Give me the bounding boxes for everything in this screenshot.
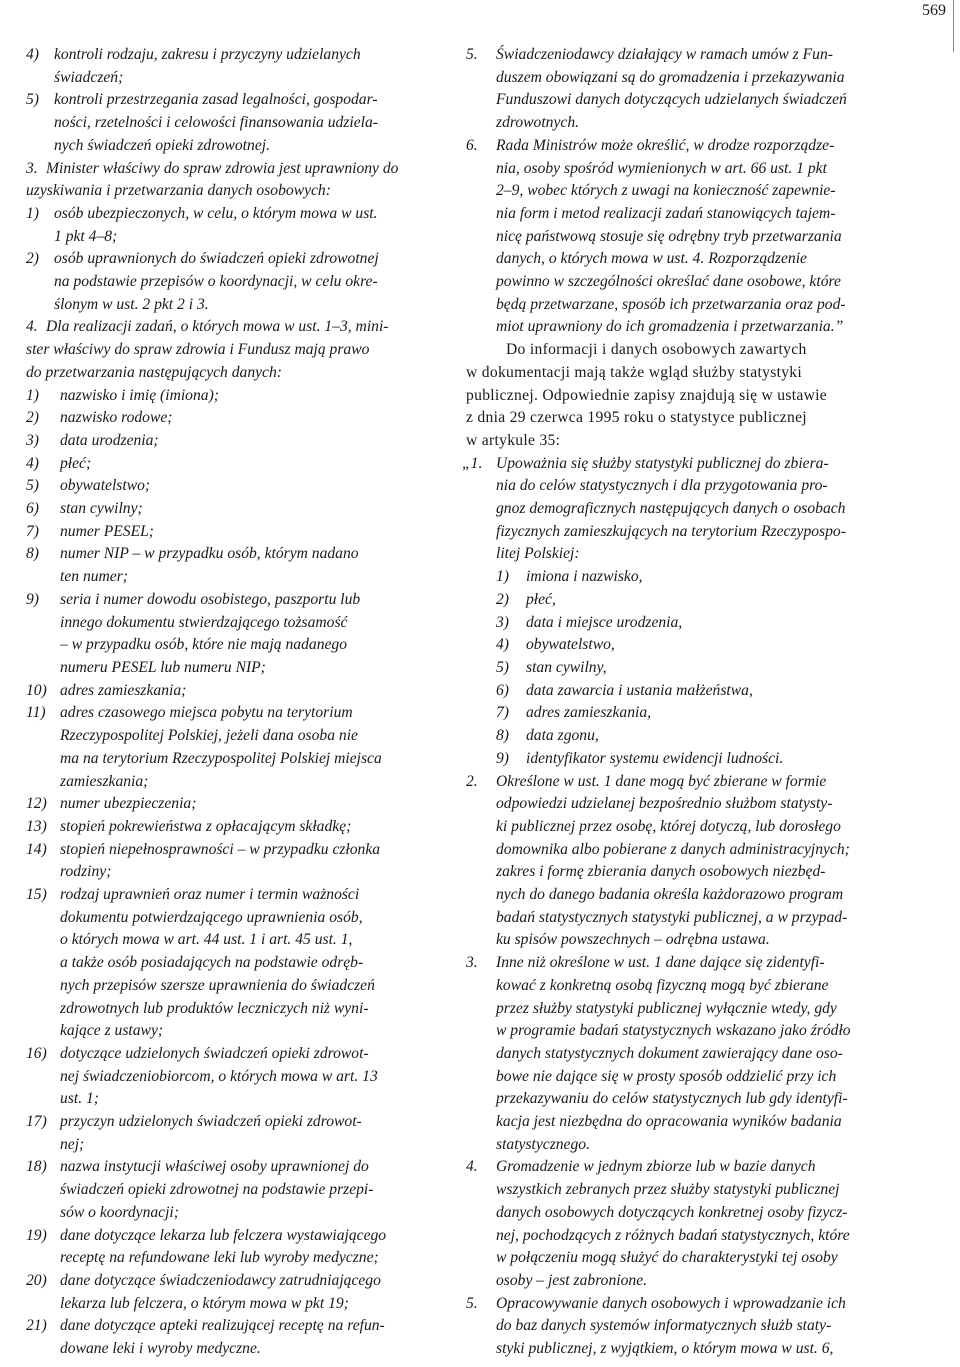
item-number: 19) — [26, 1226, 47, 1244]
list-item — [26, 453, 434, 476]
list-item — [26, 680, 434, 703]
text-line: do baz danych systemów informatycznych służb staty- — [496, 1317, 832, 1335]
text-line: rodziny; — [60, 863, 112, 881]
text-line: ślonym w ust. 2 pkt 2 i 3. — [54, 295, 209, 313]
text-line: kające z ustawy; — [60, 1022, 164, 1040]
text-line: kować z konkretną osobą fizyczną mogą być zbierane — [496, 976, 829, 994]
item-number: 4. — [26, 318, 38, 336]
text-line: numeru PESEL lub numeru NIP; — [60, 658, 266, 676]
item-text: data i miejsce urodzenia, — [526, 613, 683, 631]
item-number: 11) — [26, 704, 46, 722]
text-line: na podstawie przepisów o koordynacji, w celu okre- — [54, 273, 378, 291]
item-number: 9) — [26, 590, 39, 608]
quote-list-item — [466, 725, 902, 748]
text-line: rodzaj uprawnień oraz numer i termin ważności — [60, 886, 360, 904]
item-text: data zawarcia i ustania małżeństwa, — [526, 681, 753, 699]
list-item — [26, 248, 434, 316]
list-item — [26, 385, 434, 408]
text-line: Opracowywanie danych osobowych i wprowadzanie ich — [496, 1294, 846, 1312]
list-item — [26, 89, 434, 157]
list-item — [26, 1270, 434, 1315]
item-number: „1. — [462, 454, 483, 472]
text-line: a także osób posiadających na podstawie odręb- — [60, 954, 364, 972]
text-line: nicę państwową stosuje się odrębny tryb przetwarzania — [496, 227, 842, 245]
list-item — [26, 158, 434, 203]
text-line: adres czasowego miejsca pobytu na terytorium — [60, 704, 353, 722]
list-item — [26, 816, 434, 839]
page-edge-rule — [953, 0, 954, 52]
text-line: w programie badań statystycznych wskazano jako źródło — [496, 1022, 851, 1040]
text-line: w połączeniu mogą służyć do charakterystyki tej osoby — [496, 1249, 838, 1267]
text-line: stan cywilny; — [60, 500, 143, 518]
text-line: Określone w ust. 1 dane mogą być zbierane w formie — [496, 772, 827, 790]
text-line: miot uprawniony do ich gromadzenia i przetwarzania.” — [496, 318, 844, 336]
text-line: nych do danego badania określa każdorazowo program — [496, 886, 844, 904]
quote-list-item — [466, 612, 902, 635]
quote-list-item — [466, 748, 902, 771]
page-number: 569 — [922, 2, 946, 19]
item-number: 5) — [496, 658, 509, 676]
item-number: 7) — [26, 522, 39, 540]
item-number: 17) — [26, 1113, 47, 1131]
text-line: o których mowa w art. 44 ust. 1 i art. 45 ust. 1, — [60, 931, 353, 949]
text-line: numer PESEL; — [60, 522, 154, 540]
item-number: 3) — [496, 613, 509, 631]
item-text: identyfikator systemu ewidencji ludności. — [526, 749, 784, 767]
item-number: 8) — [496, 727, 509, 745]
text-line: seria i numer dowodu osobistego, paszportu lub — [60, 590, 361, 608]
text-line: nia do celów statystycznych i dla przygotowania pro- — [496, 477, 828, 495]
text-line: Funduszowi danych dotyczących udzielanych świadczeń — [496, 91, 847, 109]
list-item — [26, 430, 434, 453]
text-line: nej, pochodzących z różnych badań statystycznych, które — [496, 1226, 850, 1244]
item-text: stan cywilny, — [526, 658, 607, 676]
text-line: Minister właściwy do spraw zdrowia jest uprawniony do — [46, 159, 399, 177]
text-line: ten numer; — [60, 568, 128, 586]
quote-list-item — [466, 589, 902, 612]
text-line: osób ubezpieczonych, w celu, o którym mowa w ust. — [54, 204, 378, 222]
intro-paragraph — [466, 339, 902, 453]
text-line: numer NIP – w przypadku osób, którym nadano — [60, 545, 359, 563]
item-number: 2) — [26, 250, 39, 268]
text-line: w dokumentacji mają także wgląd służby statystyki — [466, 363, 803, 381]
item-number: 4) — [26, 454, 39, 472]
item-number: 1) — [496, 568, 509, 586]
text-line: nazwisko rodowe; — [60, 409, 173, 427]
text-line: zdrowotnych. — [496, 114, 580, 132]
list-item — [466, 135, 902, 339]
text-line: płeć; — [60, 454, 92, 472]
item-number: 14) — [26, 840, 47, 858]
text-line: duszem obowiązani są do gromadzenia i przekazywania — [496, 68, 845, 86]
list-item — [26, 839, 434, 884]
text-line: kacja jest niezbędna do opracowania wyników badania — [496, 1113, 842, 1131]
text-line: uzyskiwania i przetwarzania danych osobowych: — [26, 182, 331, 200]
text-line: nia form i metod realizacji zadań stanowiących tajem- — [496, 204, 836, 222]
left-column — [26, 44, 434, 1361]
item-number: 1) — [26, 204, 39, 222]
text-line: Inne niż określone w ust. 1 dane dające się zidentyfi- — [496, 954, 825, 972]
text-line: 2–9, wobec których z uwagi na konieczność zapewnie- — [496, 182, 836, 200]
item-number: 3. — [466, 954, 478, 972]
text-line: dowane leki i wyroby medyczne. — [60, 1340, 261, 1358]
text-line: świadczeń; — [54, 68, 124, 86]
item-number: 5. — [466, 1294, 478, 1312]
text-line: powinno w szczególności określać dane osobowe, które — [496, 273, 841, 291]
item-number: 4) — [496, 636, 509, 654]
text-line: nej; — [60, 1135, 85, 1153]
text-line: będą przetwarzane, sposób ich przetwarzania oraz pod- — [496, 295, 846, 313]
item-number: 6. — [466, 136, 478, 154]
text-line: Gromadzenie w jednym zbiorze lub w bazie danych — [496, 1158, 816, 1176]
list-item — [26, 1111, 434, 1156]
text-line: Rzeczypospolitej Polskiej, jeżeli dana osoba nie — [60, 727, 358, 745]
text-line: 1 pkt 4–8; — [54, 227, 118, 245]
text-line: lekarza lub felczera, o którym mowa w pkt 19; — [60, 1294, 349, 1312]
text-line: z dnia 29 czerwca 1995 roku o statystyce publicznej — [466, 409, 807, 427]
text-line: ster właściwy do spraw zdrowia i Fundusz mają prawo — [26, 341, 370, 359]
text-line: ki publicznej przez osobę, której dotyczą, lub dorosłego — [496, 817, 841, 835]
text-line: publicznej. Odpowiednie zapisy znajdują się w ustawie — [466, 386, 828, 404]
text-line: danych, o których mowa w ust. 4. Rozporządzenie — [496, 250, 807, 268]
item-number: 20) — [26, 1271, 47, 1289]
item-number: 10) — [26, 681, 47, 699]
item-number: 13) — [26, 817, 47, 835]
item-number: 8) — [26, 545, 39, 563]
text-line: przez służby statystyki publicznej wyłącznie wtedy, gdy — [496, 999, 837, 1017]
text-line: zamieszkania; — [60, 772, 149, 790]
text-line: receptę na refundowane leki lub wyroby medyczne; — [60, 1249, 379, 1267]
list-item — [466, 1293, 902, 1361]
text-line: nych świadczeń opieki zdrowotnej. — [54, 136, 270, 154]
item-number: 4. — [466, 1158, 478, 1176]
text-line: ma na terytorium Rzeczypospolitej Polskiej miejsca — [60, 749, 382, 767]
text-line: wszystkich zebranych przez służby statystyki publicznej — [496, 1181, 840, 1199]
list-item — [26, 521, 434, 544]
item-text: adres zamieszkania, — [526, 704, 652, 722]
list-item — [26, 316, 434, 384]
list-item — [26, 543, 434, 588]
text-line: stopień niepełnosprawności – w przypadku członka — [60, 840, 381, 858]
text-line: Rada Ministrów może określić, w drodze rozporządze- — [496, 136, 835, 154]
text-line: sów o koordynacji; — [60, 1203, 179, 1221]
text-line: nych przepisów szersze uprawnienia do świadczeń — [60, 976, 375, 994]
text-line: osoby – jest zabronione. — [496, 1271, 648, 1289]
item-number: 12) — [26, 795, 47, 813]
item-number: 7) — [496, 704, 509, 722]
list-item — [466, 952, 902, 1156]
text-line: nazwa instytucji właściwej osoby uprawnionej do — [60, 1158, 369, 1176]
quote-block — [462, 453, 902, 771]
list-item — [26, 702, 434, 793]
text-line: danych osobowych dotyczących konkretnej osoby fizycz- — [496, 1203, 848, 1221]
item-number: 5) — [26, 91, 39, 109]
item-number: 15) — [26, 886, 47, 904]
item-number: 6) — [26, 500, 39, 518]
list-item — [26, 1315, 434, 1360]
text-line: przekazywaniu do celów statystycznych lub gdy identyfi- — [496, 1090, 848, 1108]
quote-list-item — [466, 657, 902, 680]
list-item — [26, 884, 434, 1043]
text-line: zdrowotnych lub produktów leczniczych niż wyni- — [60, 999, 369, 1017]
list-item — [466, 771, 902, 953]
item-number: 2. — [466, 772, 478, 790]
list-item — [26, 203, 434, 248]
text-line: ku spisów powszechnych – odrębna ustawa. — [496, 931, 770, 949]
text-line: nia, osoby spośród wymienionych w art. 66 ust. 1 pkt — [496, 159, 827, 177]
text-line: statystycznego. — [496, 1135, 590, 1153]
text-line: zakres i formę zbierania danych osobowych niezbęd- — [496, 863, 826, 881]
list-item — [26, 498, 434, 521]
text-line: innego dokumentu stwierdzającego tożsamość — [60, 613, 348, 631]
item-text: imiona i nazwisko, — [526, 568, 643, 586]
item-number: 4) — [26, 46, 39, 63]
text-line: fizycznych zamieszkujących na terytorium Rzeczypospo- — [496, 522, 846, 540]
text-line: styki publicznej, z wyjątkiem, o którym mowa w ust. 6, — [496, 1340, 834, 1358]
text-line: dane dotyczące lekarza lub felczera wystawiającego — [60, 1226, 387, 1244]
text-line: – w przypadku osób, które nie mają nadanego — [60, 636, 348, 654]
item-number: 3) — [26, 431, 39, 449]
item-number: 1) — [26, 386, 39, 404]
text-line: data urodzenia; — [60, 431, 159, 449]
text-line: domownika albo pobierane z danych administracyjnych; — [496, 840, 850, 858]
item-number: 2) — [496, 590, 509, 608]
text-line: Świadczeniodawcy działający w ramach umów z Fun- — [496, 46, 833, 63]
item-text: płeć, — [526, 590, 556, 608]
list-item — [26, 1043, 434, 1111]
text-line: odpowiedzi udzielanej bezpośrednio służbom statysty- — [496, 795, 833, 813]
quote-list-item — [466, 680, 902, 703]
list-item — [466, 1156, 902, 1292]
text-line: ust. 1; — [60, 1090, 99, 1108]
text-line: adres zamieszkania; — [60, 681, 187, 699]
text-line: nej świadczeniobiorcom, o których mowa w art. 13 — [60, 1067, 378, 1085]
list-item — [26, 589, 434, 680]
item-number: 18) — [26, 1158, 47, 1176]
text-line: stopień pokrewieństwa z opłacającym składkę; — [60, 817, 352, 835]
item-text: obywatelstwo, — [526, 636, 615, 654]
text-line: badań statystycznych statystyki publicznej, a w przypad- — [496, 908, 848, 926]
text-line: litej Polskiej: — [496, 545, 580, 563]
text-line: obywatelstwo; — [60, 477, 151, 495]
list-item — [26, 793, 434, 816]
text-line: kontroli przestrzegania zasad legalności, gospodar- — [54, 91, 378, 109]
text-line: gnoz demograficznych następujących danych o osobach — [496, 500, 846, 518]
text-line: Dla realizacji zadań, o których mowa w ust. 1–3, mini- — [46, 318, 389, 336]
text-line: do przetwarzania następujących danych: — [26, 363, 282, 381]
item-number: 21) — [26, 1317, 47, 1335]
text-line: bowe nie dające się w prosty sposób oddzielić przy ich — [496, 1067, 837, 1085]
list-item — [26, 44, 434, 89]
list-item — [466, 44, 902, 135]
text-line: dotyczące udzielonych świadczeń opieki zdrowot- — [60, 1044, 369, 1062]
text-line: nazwisko i imię (imiona); — [60, 386, 219, 404]
text-line: dane dotyczące świadczeniodawcy zatrudniającego — [60, 1271, 381, 1289]
item-number: 16) — [26, 1044, 47, 1062]
text-line: Do informacji i danych osobowych zawartych — [506, 341, 807, 359]
text-line: kontroli rodzaju, zakresu i przyczyny udzielanych — [54, 46, 361, 63]
text-line: świadczeń opieki zdrowotnej na podstawie przepi- — [60, 1181, 374, 1199]
list-item — [26, 1225, 434, 1270]
item-number: 5. — [466, 46, 478, 63]
text-line: dokumentu potwierdzającego uprawnienia osób, — [60, 908, 363, 926]
item-number: 6) — [496, 681, 509, 699]
item-number: 9) — [496, 749, 509, 767]
quote-list-item — [466, 634, 902, 657]
item-text: data zgonu, — [526, 727, 599, 745]
list-item — [26, 407, 434, 430]
text-line: numer ubezpieczenia; — [60, 795, 197, 813]
list-item — [26, 1156, 434, 1224]
item-number: 5) — [26, 477, 39, 495]
text-line: Upoważnia się służby statystyki publicznej do zbiera- — [496, 454, 829, 472]
item-number: 2) — [26, 409, 39, 427]
quote-list-item — [466, 702, 902, 725]
text-line: w artykule 35: — [466, 431, 561, 449]
list-item — [26, 475, 434, 498]
text-line: dane dotyczące apteki realizującej receptę na refun- — [60, 1317, 385, 1335]
right-column — [462, 44, 902, 1361]
item-number: 3. — [26, 159, 38, 177]
quote-list-item — [466, 566, 902, 589]
text-line: przyczyn udzielonych świadczeń opieki zdrowot- — [60, 1113, 362, 1131]
text-line: osób uprawnionych do świadczeń opieki zdrowotnej — [54, 250, 379, 268]
text-line: danych statystycznych dokument zawierający dane oso- — [496, 1044, 843, 1062]
text-line: ności, rzetelności i celowości finansowania udziela- — [54, 114, 378, 132]
